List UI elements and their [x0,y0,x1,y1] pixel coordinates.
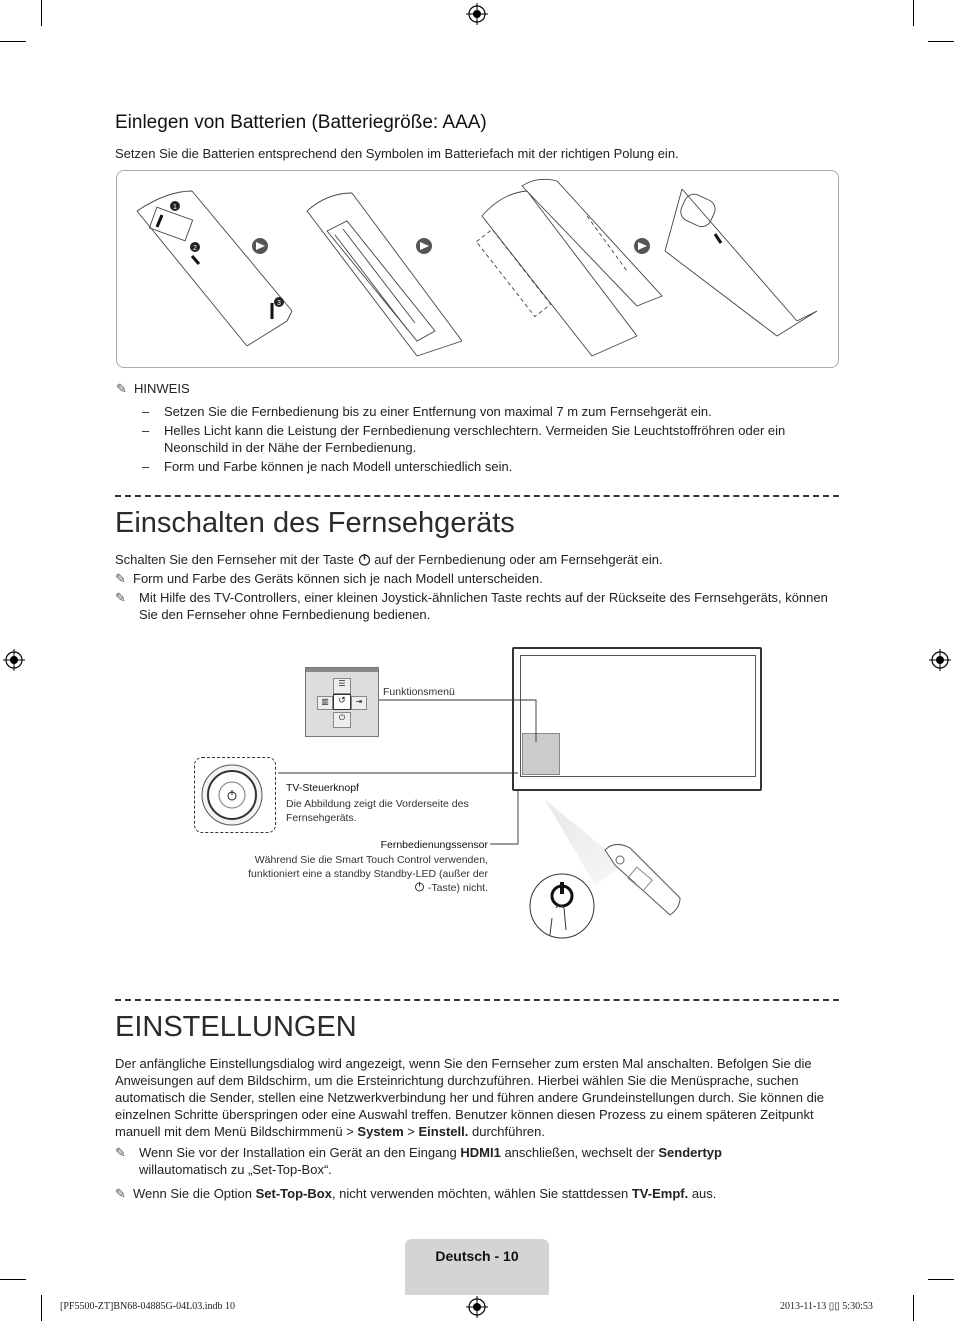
page-number-tab [405,1239,549,1295]
power-icon[interactable]: ⏻ [333,712,351,728]
crop-mark [913,0,914,26]
channel-icon[interactable]: ▥ [317,696,333,710]
power-note-2: ✎ Mit Hilfe des TV-Controllers, einer kleinen Joystick-ähnlichen Taste rechts auf der Rückseite des Fernsehgeräts, können Sie den Fernseher ohne Fernbedienung bedienen. [115,590,828,622]
sensor-desc: Während Sie die Smart Touch Control verwenden, funktioniert eine a standby Standby-LED (außer der -Taste) nicht. [248,854,488,894]
footer-timestamp: 2013-11-13 ▯▯ 5:30:53 [780,1301,873,1312]
note-label-row [116,381,190,397]
step-number: 3 [277,300,281,307]
source-icon[interactable]: ⇥ [351,696,367,710]
note-pencil-icon: ✎ [115,590,126,605]
footer-file: [PF5500-ZT]BN68-04885G-04L03.indb 10 [60,1301,235,1312]
registration-mark-icon [3,649,25,671]
note-pencil-icon: ✎ [115,1145,126,1160]
settings-body: Der anfängliche Einstellungsdialog wird angezeigt, wenn Sie den Fernseher zum ersten Mal anschalten. Befolgen Sie die Anweisungen auf dem Bildschirm, um die Ersteinrichtung durchzuführen. Hierbei wählen Sie die Menüsprache, suchen automatisch die Sender, stellen eine Netzwerkverbindung her und führen andere Grundeinstellungen durch. Sie können die einzelnen Schritte überspringen oder eine Auswahl treffen. Benutzer können diesen Prozess zu einem späteren Zeitpunkt manuell mit dem Menü Bildschirmmenü > System > Einstell. durchführen. [115,1056,824,1139]
power-intro: Schalten Sie den Fernseher mit der Taste auf der Fernbedienung oder am Fernsehgerät ein. [115,552,663,567]
crop-mark [913,1295,914,1321]
return-icon[interactable]: ↺ [333,694,351,710]
battery-heading: Einlegen von Batterien (Batteriegröße: AAA) [115,112,487,133]
registration-mark-icon [466,3,488,25]
page-number: Deutsch - 10 [435,1248,519,1264]
tv-controller-zoom [194,757,276,833]
tv-controller-knob[interactable] [195,758,275,832]
tv-controller-desc: Die Abbildung zeigt die Vorderseite des Fernsehgeräts. [286,798,469,824]
battery-illustration [116,170,839,368]
crop-mark [41,1295,42,1321]
note-pencil-icon: ✎ [115,1186,126,1201]
note-pencil-icon: ✎ [116,381,127,396]
section-divider [115,999,839,1001]
list-item: – Form und Farbe können je nach Modell unterschiedlich sein. [142,459,513,474]
battery-intro: Setzen Sie die Batterien entsprechend den Symbolen im Batteriefach mit der richtigen Polung ein. [115,146,679,161]
crop-mark [928,41,954,42]
settings-note-2: ✎ Wenn Sie die Option Set-Top-Box, nicht verwenden möchten, wählen Sie stattdessen TV-Empf. aus. [115,1186,717,1201]
function-menu-label: Funktionsmenü [383,686,455,698]
settings-note-1: ✎ Wenn Sie vor der Installation ein Gerät an den Eingang HDMI1 anschließen, wechselt der Sendertyp willautomatisch zu „Set-Top-Box“. [115,1145,722,1177]
settings-heading: EINSTELLUNGEN [115,1011,357,1043]
section-divider [115,495,839,497]
crop-mark [41,0,42,26]
battery-steps-drawing [117,171,838,367]
note-label: HINWEIS [134,381,190,396]
sensor-label: Fernbedienungssensor [380,839,488,851]
power-icon [414,881,425,892]
step-number: 1 [173,204,177,211]
function-menu-panel [305,667,379,737]
power-icon [358,553,371,566]
crop-mark [0,41,26,42]
remote-illustration [520,790,700,950]
list-item: – Setzen Sie die Fernbedienung bis zu einer Entfernung von maximal 7 m zum Fernsehgerät ein. [142,404,712,419]
registration-mark-icon [929,649,951,671]
note-pencil-icon: ✎ [115,571,126,586]
registration-mark-icon [466,1296,488,1318]
menu-icon[interactable]: ☰ [333,678,351,694]
step-number: 2 [193,245,197,252]
power-heading: Einschalten des Fernsehgeräts [115,507,515,539]
crop-mark [0,1279,26,1280]
power-note-1: ✎ Form und Farbe des Geräts können sich je nach Modell unterscheiden. [115,571,543,586]
crop-mark [928,1279,954,1280]
list-item: – Helles Licht kann die Leistung der Fernbedienung verschlechtern. Vermeiden Sie Leuchtstoffröhren oder ein Neonschild in der Nähe der Fernbedienung. [142,423,786,455]
tv-controller-label: TV-Steuerknopf [286,782,359,794]
